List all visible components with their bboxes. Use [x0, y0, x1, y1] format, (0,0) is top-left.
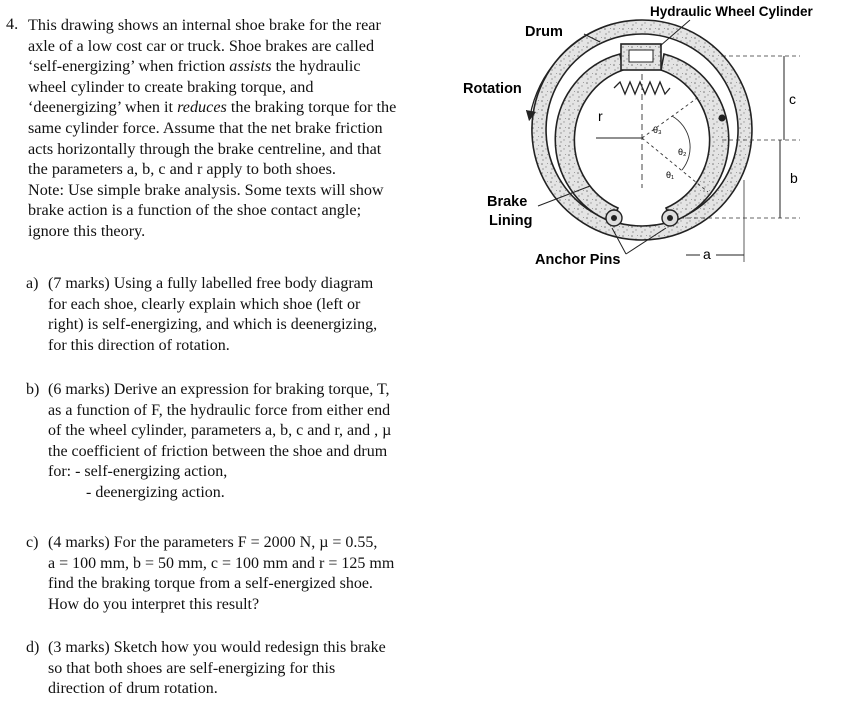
intro-line: This drawing shows an internal shoe brake for the rear — [28, 16, 381, 34]
part-line: find the braking torque from a self-energized shoe. — [48, 575, 373, 592]
label-a: a — [703, 246, 711, 262]
question-intro — [28, 15, 396, 242]
shoe-pivot-right — [719, 115, 726, 122]
part-line: for: - self-energizing action, — [48, 463, 228, 480]
intro-line: same cylinder force. Assume that the net brake friction — [28, 118, 383, 137]
label-lining: Lining — [489, 213, 533, 229]
part-label: a) — [26, 275, 39, 292]
angle-line — [642, 96, 700, 138]
part-line: How do you interpret this result? — [48, 595, 260, 613]
part-line: for this direction of rotation. — [48, 336, 230, 354]
label-c: c — [789, 91, 796, 107]
label-theta1: θ₁ — [666, 170, 675, 180]
label-theta2: θ₂ — [678, 147, 687, 157]
label-brake: Brake — [487, 194, 528, 210]
intro-line: ‘self-energizing’ when friction assists the hydraulic — [28, 57, 361, 76]
label-theta3: θ₃ — [653, 125, 662, 135]
intro-line: acts horizontally through the brake centreline, and that — [28, 139, 382, 158]
brake-diagram — [455, 0, 850, 275]
part-line: direction of drum rotation. — [48, 680, 218, 697]
label-r: r — [598, 108, 603, 124]
part-line: the coefficient of friction between the shoe and drum — [48, 442, 388, 460]
label-rotation: Rotation — [463, 81, 522, 97]
part-label: c) — [26, 534, 39, 551]
intro-line: ignore this theory. — [28, 221, 146, 240]
part-line: - deenergizing action. — [86, 483, 225, 501]
cylinder-inner — [629, 50, 653, 62]
part-line: right) is self-energizing, and which is deenergizing, — [48, 316, 378, 333]
part-line: as a function of F, the hydraulic force from either end — [48, 401, 391, 419]
label-hydraulic-cylinder: Hydraulic Wheel Cylinder — [650, 4, 813, 19]
part-line: so that both shoes are self-energizing for this — [48, 659, 336, 677]
intro-line: ‘deenergizing’ when it reduces the braking torque for the — [28, 98, 397, 117]
intro-line: brake action is a function of the shoe contact angle; — [28, 201, 362, 220]
part-line: of the wheel cylinder, parameters a, b, c and r, and , µ — [48, 422, 392, 439]
emphasis-assists: assists — [229, 57, 272, 76]
label-b: b — [790, 170, 798, 186]
part-line: (4 marks) For the parameters F = 2000 N, µ = 0.55, — [48, 534, 378, 551]
question-number: 4. — [6, 15, 19, 33]
part-line: for each shoe, clearly explain which shoe (left or — [48, 295, 361, 313]
part-line: a = 100 mm, b = 50 mm, c = 100 mm and r = 125 mm — [48, 554, 395, 572]
part-line: (6 marks) Derive an expression for braking torque, T, — [48, 381, 390, 398]
angle-line — [642, 138, 708, 192]
intro-line: the parameters a, b, c and r apply to both shoes. — [28, 160, 336, 179]
intro-line: axle of a low cost car or truck. Shoe brakes are called — [28, 36, 375, 55]
emphasis-reduces: reduces — [177, 98, 227, 117]
label-drum: Drum — [525, 24, 563, 40]
part-line: (3 marks) Sketch how you would redesign this brake — [48, 639, 386, 656]
part-label: b) — [26, 381, 40, 398]
part-label: d) — [26, 639, 40, 656]
part-line: (7 marks) Using a fully labelled free body diagram — [48, 275, 374, 292]
label-anchor-pins: Anchor Pins — [535, 252, 621, 268]
intro-line: wheel cylinder to create braking torque, and — [28, 77, 314, 96]
angle-arc — [672, 116, 690, 170]
intro-line: Note: Use simple brake analysis. Some texts will show — [28, 180, 384, 199]
